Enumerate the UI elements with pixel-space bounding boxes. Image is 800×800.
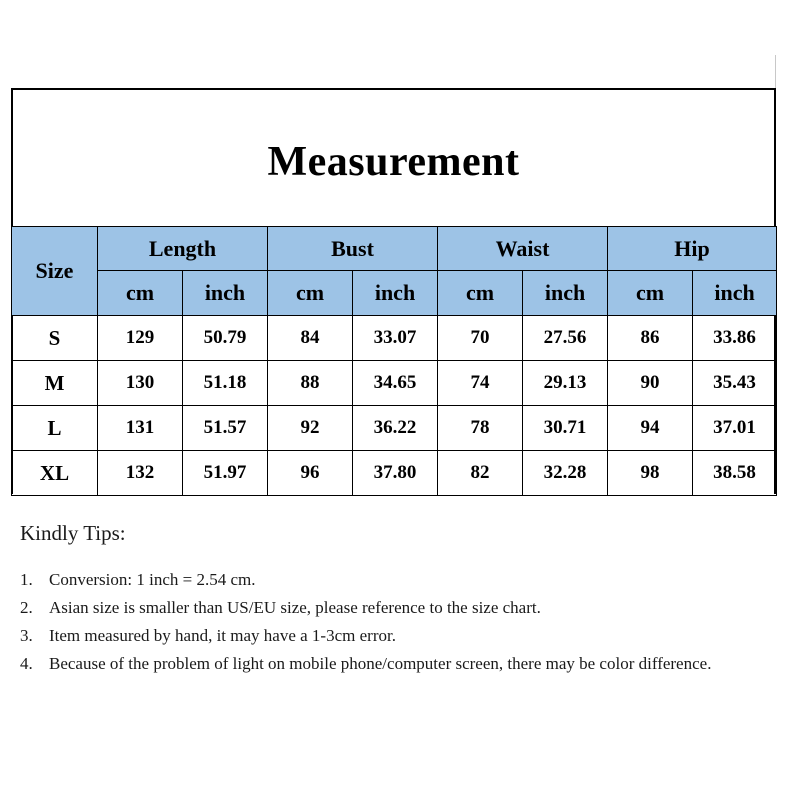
unit-header: inch bbox=[353, 271, 438, 316]
header-row-groups bbox=[12, 227, 777, 271]
unit-header: cm bbox=[608, 271, 693, 316]
size-header: Size bbox=[12, 227, 98, 316]
table-row bbox=[12, 406, 777, 451]
table-cell: 132 bbox=[98, 451, 183, 496]
size-cell: S bbox=[12, 316, 98, 361]
table-cell: 34.65 bbox=[353, 361, 438, 406]
tip-text: Asian size is smaller than US/EU size, please reference to the size chart. bbox=[49, 598, 541, 617]
table-cell: 88 bbox=[268, 361, 353, 406]
table-cell: 27.56 bbox=[523, 316, 608, 361]
tip-number: 3. bbox=[20, 626, 33, 645]
header-row-units bbox=[12, 271, 777, 316]
table-cell: 50.79 bbox=[183, 316, 268, 361]
table-row bbox=[12, 316, 777, 361]
tip-item bbox=[20, 622, 780, 650]
unit-header: inch bbox=[183, 271, 268, 316]
table-cell: 33.86 bbox=[693, 316, 777, 361]
table-cell: 92 bbox=[268, 406, 353, 451]
table-cell: 51.18 bbox=[183, 361, 268, 406]
group-header-waist: Waist bbox=[438, 227, 608, 271]
unit-header: cm bbox=[98, 271, 183, 316]
tip-text: Item measured by hand, it may have a 1-3cm error. bbox=[49, 626, 396, 645]
tip-item bbox=[20, 594, 780, 622]
table-cell: 37.80 bbox=[353, 451, 438, 496]
table-cell: 90 bbox=[608, 361, 693, 406]
tip-text: Conversion: 1 inch = 2.54 cm. bbox=[49, 570, 256, 589]
table-row bbox=[12, 361, 777, 406]
size-cell: XL bbox=[12, 451, 98, 496]
tip-item bbox=[20, 566, 780, 594]
table-cell: 86 bbox=[608, 316, 693, 361]
unit-header: cm bbox=[268, 271, 353, 316]
table-row bbox=[12, 451, 777, 496]
table-cell: 70 bbox=[438, 316, 523, 361]
group-header-bust: Bust bbox=[268, 227, 438, 271]
unit-header: cm bbox=[438, 271, 523, 316]
table-cell: 96 bbox=[268, 451, 353, 496]
table-cell: 74 bbox=[438, 361, 523, 406]
table-cell: 35.43 bbox=[693, 361, 777, 406]
size-table bbox=[11, 226, 777, 496]
table-cell: 78 bbox=[438, 406, 523, 451]
divider-line bbox=[775, 55, 776, 90]
table-cell: 29.13 bbox=[523, 361, 608, 406]
table-cell: 130 bbox=[98, 361, 183, 406]
table-cell: 94 bbox=[608, 406, 693, 451]
table-cell: 38.58 bbox=[693, 451, 777, 496]
table-cell: 84 bbox=[268, 316, 353, 361]
chart-title: Measurement bbox=[267, 138, 520, 185]
table-cell: 37.01 bbox=[693, 406, 777, 451]
group-header-hip: Hip bbox=[608, 227, 777, 271]
table-cell: 51.97 bbox=[183, 451, 268, 496]
group-header-length: Length bbox=[98, 227, 268, 271]
size-cell: M bbox=[12, 361, 98, 406]
size-chart bbox=[11, 88, 776, 494]
unit-header: inch bbox=[523, 271, 608, 316]
table-cell: 32.28 bbox=[523, 451, 608, 496]
size-cell: L bbox=[12, 406, 98, 451]
table-cell: 30.71 bbox=[523, 406, 608, 451]
unit-header: inch bbox=[693, 271, 777, 316]
tip-text: Because of the problem of light on mobile phone/computer screen, there may be color difference. bbox=[49, 654, 712, 673]
table-cell: 82 bbox=[438, 451, 523, 496]
tips-list bbox=[20, 566, 780, 678]
table-cell: 129 bbox=[98, 316, 183, 361]
table-cell: 131 bbox=[98, 406, 183, 451]
tips-heading: Kindly Tips: bbox=[20, 521, 126, 545]
tip-item bbox=[20, 650, 780, 678]
table-cell: 36.22 bbox=[353, 406, 438, 451]
table-cell: 98 bbox=[608, 451, 693, 496]
tip-number: 4. bbox=[20, 654, 33, 673]
table-cell: 51.57 bbox=[183, 406, 268, 451]
table-cell: 33.07 bbox=[353, 316, 438, 361]
tip-number: 1. bbox=[20, 570, 33, 589]
tip-number: 2. bbox=[20, 598, 33, 617]
